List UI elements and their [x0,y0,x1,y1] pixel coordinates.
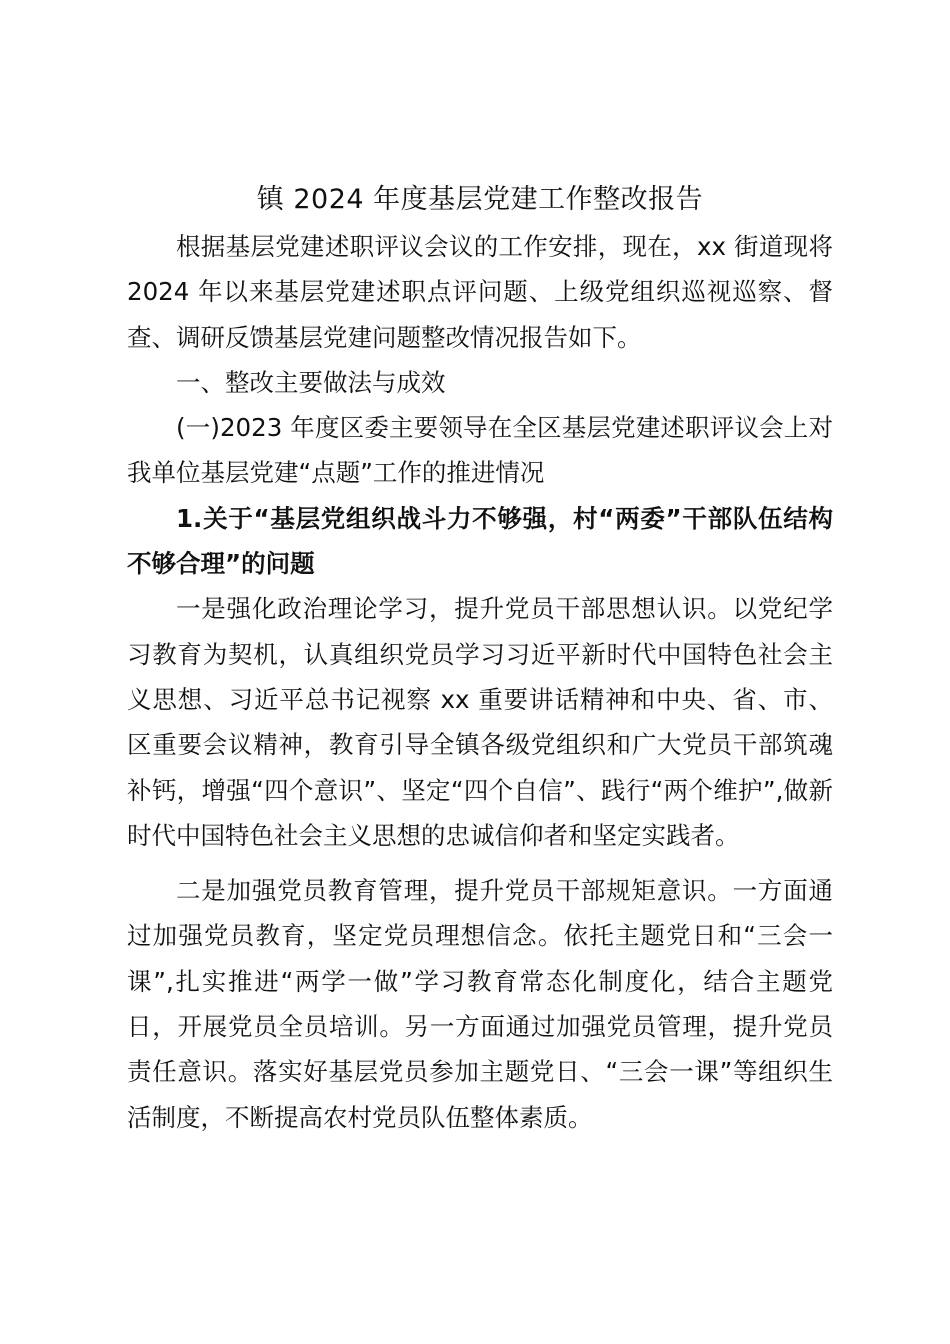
paragraph-spacer [127,858,833,868]
subsection-heading: (一)2023 年度区委主要领导在全区基层党建述职评议会上对我单位基层党建“点题”工作的推进情况 [127,413,833,488]
body-paragraph-2: 二是加强党员教育管理，提升党员干部规矩意识。一方面通过加强党员教育，坚定党员理想信念。依托主题党日和“三会一课”,扎实推进“两学一做”学习教育常态化制度化，结合主题党日，开展党员全员培训。另一方面通过加强党员管理，提升党员责任意识。落实好基层党员参加主题党日、“三会一课”等组织生活制度，不断提高农村党员队伍整体素质。 [127,876,833,1132]
body-paragraph-1: 一是强化政治理论学习，提升党员干部思想认识。以党纪学习教育为契机，认真组织党员学习习近平新时代中国特色社会主义思想、习近平总书记视察 xx 重要讲话精神和中央、省、市、区重要会议精神，教育引导全镇各级党组织和广大党员干部筑魂补钙，增强“四个意识”、坚定“四个自信”、践行“两个维护”,做新时代中国特色社会主义思想的忠诚信仰者和坚定实践者。 [127,594,833,850]
item-heading: 1.关于“基层党组织战斗力不够强，村“两委”干部队伍结构不够合理”的问题 [127,503,833,579]
section-heading: 一、整改主要做法与成效 [176,367,446,397]
document-page [127,176,833,1140]
document-title: 镇 2024 年度基层党建工作整改报告 [256,184,704,215]
intro-paragraph: 根据基层党建述职评议会议的工作安排，现在，xx 街道现将 2024 年以来基层党建述职点评问题、上级党组织巡视巡察、督查、调研反馈基层党建问题整改情况报告如下。 [127,232,833,352]
